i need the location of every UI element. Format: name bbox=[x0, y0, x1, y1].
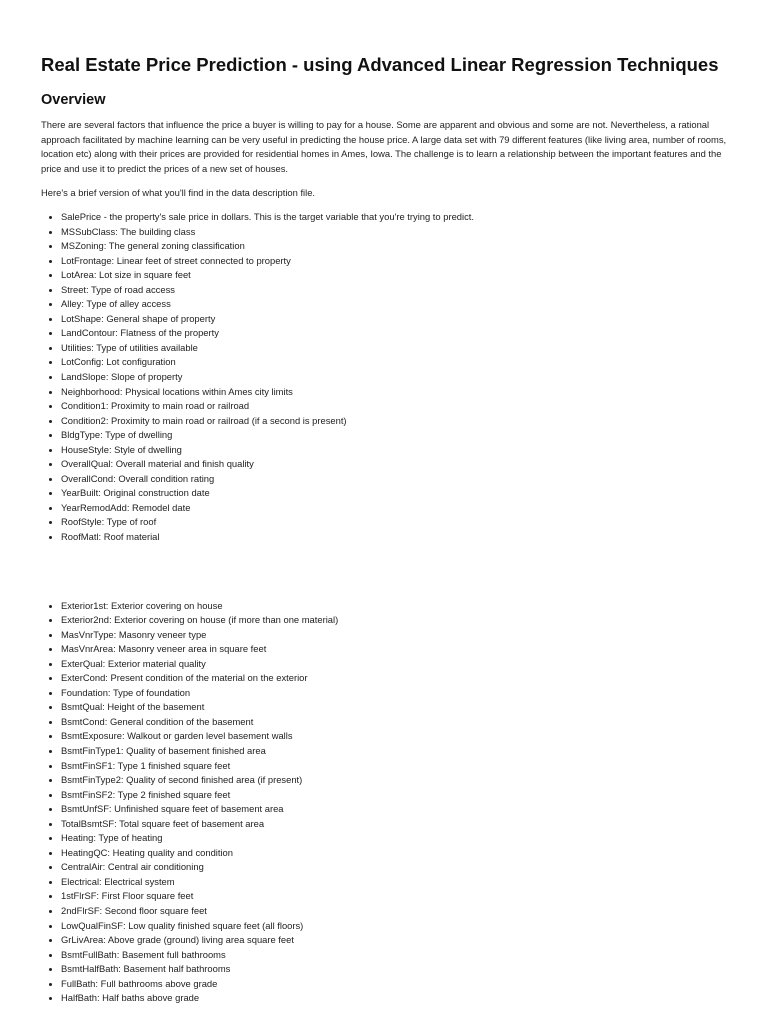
list-item: • Utilities: Type of utilities available bbox=[61, 341, 738, 356]
list-item: • MasVnrArea: Masonry veneer area in square feet bbox=[61, 642, 738, 657]
list-item: • 1stFlrSF: First Floor square feet bbox=[61, 889, 738, 904]
list-item: • ExterCond: Present condition of the material on the exterior bbox=[61, 671, 738, 686]
list-item: • Condition2: Proximity to main road or railroad (if a second is present) bbox=[61, 414, 738, 429]
list-item: • 2ndFlrSF: Second floor square feet bbox=[61, 904, 738, 919]
list-item: • YearRemodAdd: Remodel date bbox=[61, 501, 738, 516]
feature-list-part1 bbox=[41, 210, 738, 545]
list-item: • BsmtHalfBath: Basement half bathrooms bbox=[61, 962, 738, 977]
list-item: • Condition1: Proximity to main road or railroad bbox=[61, 399, 738, 414]
list-item: • BsmtFinSF2: Type 2 finished square feet bbox=[61, 788, 738, 803]
list-item: • HeatingQC: Heating quality and condition bbox=[61, 846, 738, 861]
list-item: • MSSubClass: The building class bbox=[61, 225, 738, 240]
list-item: • Foundation: Type of foundation bbox=[61, 686, 738, 701]
list-item: • Street: Type of road access bbox=[61, 283, 738, 298]
list-item: • LotConfig: Lot configuration bbox=[61, 355, 738, 370]
list-item: • FullBath: Full bathrooms above grade bbox=[61, 977, 738, 992]
list-item: • HouseStyle: Style of dwelling bbox=[61, 443, 738, 458]
list-item: • MasVnrType: Masonry veneer type bbox=[61, 628, 738, 643]
list-item: • BsmtCond: General condition of the basement bbox=[61, 715, 738, 730]
list-item: • OverallCond: Overall condition rating bbox=[61, 472, 738, 487]
brief-paragraph: Here's a brief version of what you'll find in the data description file. bbox=[41, 187, 316, 199]
list-item: • LotArea: Lot size in square feet bbox=[61, 268, 738, 283]
list-item: • ExterQual: Exterior material quality bbox=[61, 657, 738, 672]
intro-paragraph: There are several factors that influence the price a buyer is willing to pay for a house. Some are apparent and obvious and some are not. Nevertheless, a rational approach facilitated by machine learning can be very useful in predicting the house price. A large data set with 79 different features (like living area, number of rooms, location etc) along with their prices are provided for residential homes in Ames, Iowa. The challenge is to learn a relationship between the important features and the price and use it to predict the prices of a new set of houses. bbox=[41, 119, 727, 174]
list-item: • BsmtFinSF1: Type 1 finished square feet bbox=[61, 759, 738, 774]
list-item: • HalfBath: Half baths above grade bbox=[61, 991, 738, 1006]
list-item: • Heating: Type of heating bbox=[61, 831, 738, 846]
list-item: • YearBuilt: Original construction date bbox=[61, 486, 738, 501]
list-item: • LotShape: General shape of property bbox=[61, 312, 738, 327]
list-item: • LotFrontage: Linear feet of street connected to property bbox=[61, 254, 738, 269]
list-item: • Neighborhood: Physical locations within Ames city limits bbox=[61, 385, 738, 400]
list-item: • LandContour: Flatness of the property bbox=[61, 326, 738, 341]
list-item: • GrLivArea: Above grade (ground) living area square feet bbox=[61, 933, 738, 948]
list-item: • Alley: Type of alley access bbox=[61, 297, 738, 312]
list-item: • OverallQual: Overall material and finish quality bbox=[61, 457, 738, 472]
list-item: • MSZoning: The general zoning classification bbox=[61, 239, 738, 254]
list-item: • LowQualFinSF: Low quality finished square feet (all floors) bbox=[61, 919, 738, 934]
feature-list-part2 bbox=[41, 599, 738, 1006]
list-item: • BsmtFinType2: Quality of second finished area (if present) bbox=[61, 773, 738, 788]
list-item: • BldgType: Type of dwelling bbox=[61, 428, 738, 443]
list-item: • BsmtFinType1: Quality of basement finished area bbox=[61, 744, 738, 759]
list-item: • CentralAir: Central air conditioning bbox=[61, 860, 738, 875]
list-item: • Exterior2nd: Exterior covering on house (if more than one material) bbox=[61, 613, 738, 628]
list-item: • Electrical: Electrical system bbox=[61, 875, 738, 890]
list-item: • BsmtUnfSF: Unfinished square feet of basement area bbox=[61, 802, 738, 817]
section-heading-overview: Overview bbox=[41, 92, 106, 108]
list-item: • Exterior1st: Exterior covering on house bbox=[61, 599, 738, 614]
page-title: Real Estate Price Prediction - using Advanced Linear Regression Techniques bbox=[41, 54, 719, 75]
list-item: • RoofStyle: Type of roof bbox=[61, 515, 738, 530]
list-item: • SalePrice - the property's sale price in dollars. This is the target variable that you're trying to predict. bbox=[61, 210, 738, 225]
list-item: • RoofMatl: Roof material bbox=[61, 530, 738, 545]
list-item: • TotalBsmtSF: Total square feet of basement area bbox=[61, 817, 738, 832]
list-item: • BsmtQual: Height of the basement bbox=[61, 700, 738, 715]
list-item: • LandSlope: Slope of property bbox=[61, 370, 738, 385]
list-item: • BsmtFullBath: Basement full bathrooms bbox=[61, 948, 738, 963]
list-item: • BsmtExposure: Walkout or garden level basement walls bbox=[61, 729, 738, 744]
